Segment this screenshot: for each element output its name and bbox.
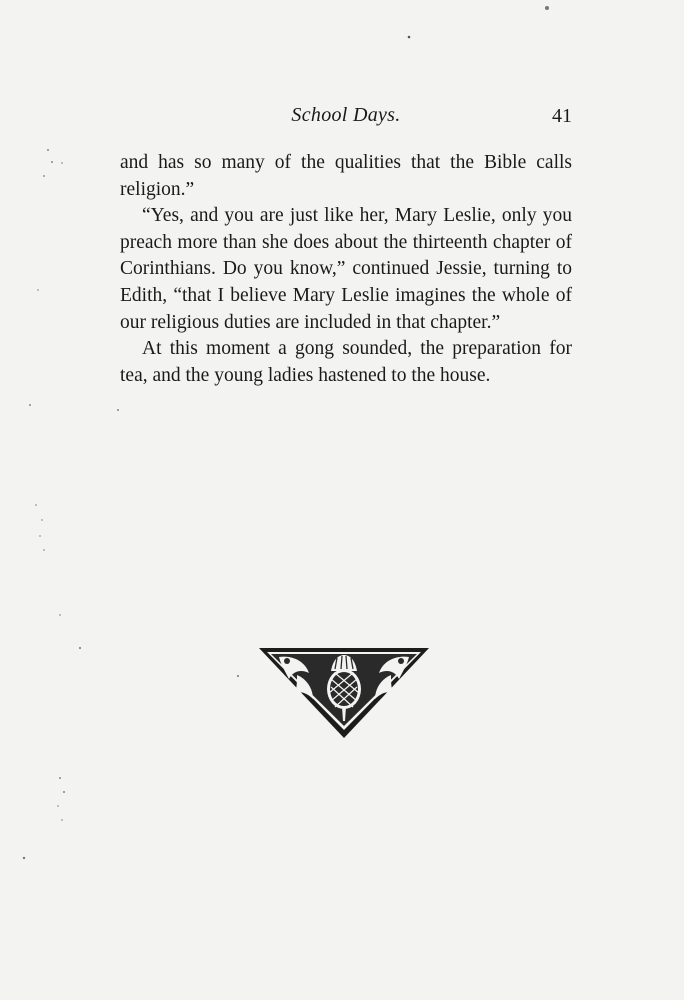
paragraph-dialogue: “Yes, and you are just like her, Mary Leslie, only you preach more than she does about the thirteenth chapter of Corinthians. Do you know,” continued Jessie, turning to Edith, “that I believe Mary Leslie imagines the whole of our religious duties are included in that chapter.” (120, 205, 572, 333)
running-title: School Days. (291, 104, 401, 126)
running-head (120, 104, 572, 134)
body-text (120, 150, 572, 389)
page-number: 41 (552, 105, 572, 127)
paragraph-continuation: and has so many of the qualities that the Bible calls religion.” (120, 152, 572, 200)
thistle-triangle-ornament-icon (257, 645, 431, 741)
paragraph-closing: At this moment a gong sounded, the preparation for tea, and the young ladies hastened to the house. (120, 338, 572, 386)
